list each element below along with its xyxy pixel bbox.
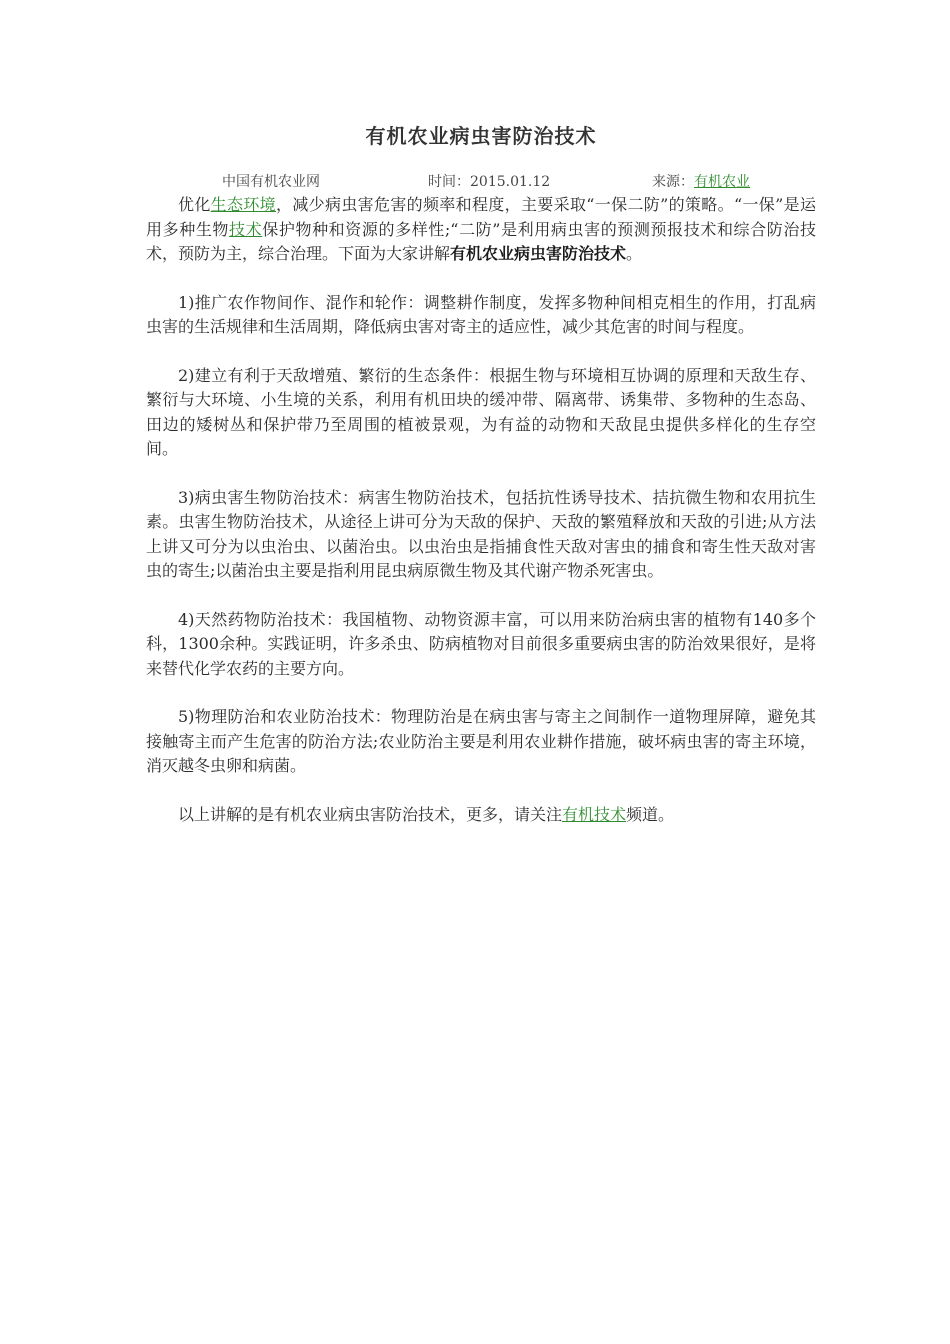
intro-text-2: ，减少病虫害危害的频率和程度，主要采取“一保二防”的策略。“一保”是运用多种生物 bbox=[146, 195, 816, 239]
intro-bold-topic: 有机农业病虫害防治技术 bbox=[450, 244, 627, 263]
item-paragraph-3: 3)病虫害生物防治技术：病害生物防治技术，包括抗性诱导技术、拮抗微生物和农用抗生素。虫害生物防治技术，从途径上讲可分为天敌的保护、天敌的繁殖释放和天敌的引进;从方法上讲又可分为以虫治虫、以菌治虫。以虫治虫是指捕食性天敌对害虫的捕食和寄生性天敌对害虫的寄生;以菌治虫主要是指利用昆虫病原微生物及其代谢产物杀死害虫。 bbox=[146, 487, 816, 580]
outro-text-2: 频道。 bbox=[626, 804, 675, 824]
page-title: 有机农业病虫害防治技术 bbox=[365, 124, 597, 148]
article bbox=[146, 120, 816, 851]
intro-text-1: 优化 bbox=[178, 195, 211, 214]
outro-text-1: 以上讲解的是有机农业病虫害防治技术，更多，请关注 bbox=[178, 804, 563, 824]
organic-tech-link[interactable]: 有机技术 bbox=[562, 804, 627, 824]
meta-source bbox=[652, 171, 750, 191]
intro-text-3: 保护物种和资源的多样性;“二防”是利用病虫害的预测预报技术和综合防治技术，预防为主，综合治理。下面为大家讲解 bbox=[146, 219, 816, 263]
item-paragraph-2: 2)建立有利于天敌增殖、繁衍的生态条件：根据生物与环境相互协调的原理和天敌生存、繁衍与大环境、小生境的关系，利用有机田块的缓冲带、隔离带、诱集带、多物种的生态岛、田边的矮树丛和保护带乃至周围的植被景观，为有益的动物和天敌昆虫提供多样化的生存空间。 bbox=[146, 365, 816, 458]
article-meta bbox=[146, 171, 816, 193]
source-link[interactable]: 有机农业 bbox=[694, 174, 750, 190]
meta-site: 中国有机农业网 bbox=[222, 174, 320, 190]
item-paragraph-4: 4)天然药物防治技术：我国植物、动物资源丰富，可以用来防治病虫害的植物有140多个科，1300余种。实践证明，许多杀虫、防病植物对目前很多重要病虫害的防治效果很好，是将来替代化学农药的主要方向。 bbox=[146, 609, 816, 678]
technology-link[interactable]: 技术 bbox=[229, 219, 263, 239]
eco-environment-link[interactable]: 生态环境 bbox=[210, 195, 276, 214]
item-paragraph-5: 5)物理防治和农业防治技术：物理防治是在病虫害与寄主之间制作一道物理屏障，避免其接触寄主而产生危害的防治方法;农业防治主要是利用农业耕作措施，破坏病虫害的寄主环境，消灭越冬虫卵和病菌。 bbox=[146, 707, 816, 775]
meta-time: 时间：2015.01.12 bbox=[428, 174, 551, 190]
item-paragraph-1: 1)推广农作物间作、混作和轮作：调整耕作制度，发挥多物种间相克相生的作用，打乱病虫害的生活规律和生活周期，降低病虫害对寄主的适应性，减少其危害的时间与程度。 bbox=[146, 292, 816, 336]
meta-source-label: 来源： bbox=[652, 174, 694, 190]
outro-paragraph bbox=[146, 803, 816, 828]
intro-text-4: 。 bbox=[626, 244, 643, 263]
intro-paragraph bbox=[146, 193, 816, 267]
